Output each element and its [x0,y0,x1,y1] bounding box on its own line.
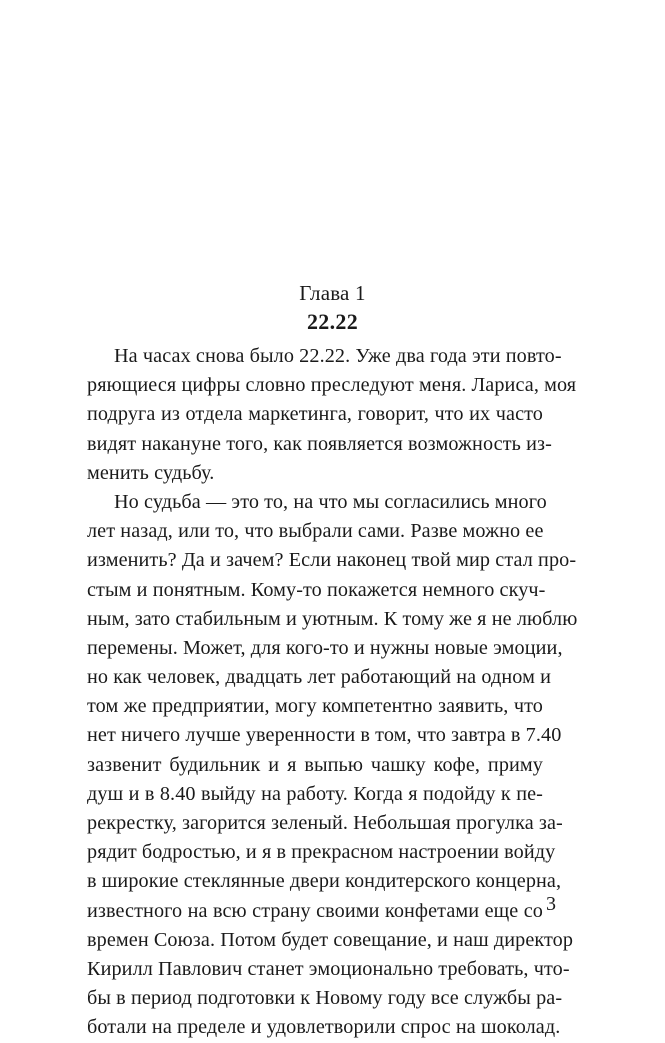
text-line: изменить? Да и зачем? Если наконец твой мир стал про- [87,549,577,572]
text-line: лет назад, или то, что выбрали сами. Разве можно ее [87,520,544,543]
body-text [87,342,578,1043]
text-line: времен Союза. Потом будет совещание, и наш директор [87,928,574,951]
chapter-title: 22.22 [307,309,358,334]
text-line: том же предприятии, могу компетентно заявить, что [87,695,543,718]
paragraph-1 [87,342,577,488]
text-line: рекрестку, загорится зеленый. Небольшая прогулка за- [87,812,563,834]
text-line: зазвенит будильник и я выпью чашку кофе, приму [87,753,543,776]
paragraph-2 [87,488,578,1043]
text-line: известного на всю страну своими конфетами еще со [87,899,543,922]
text-line: ряющиеся цифры словно преследуют меня. Лариса, моя [87,374,577,397]
text-line: ным, зато стабильным и уютным. К тому же я не люблю [87,607,578,630]
chapter-label: Глава 1 [299,281,366,305]
text-line: нет ничего лучше уверенности в том, что завтра в 7.40 [87,724,562,747]
text-line: перемены. Может, для кого-то и нужны новые эмоции, [87,636,563,659]
text-line: бы в период подготовки к Новому году все службы ра- [87,987,563,1010]
text-line: рядит бодростью, и я в прекрасном настроении войду [87,841,556,864]
text-line: ботали на пределе и удовлетворили спрос на шоколад. [87,1016,561,1039]
page-number: 3 [546,893,556,915]
text-line: видят накануне того, как появляется возможность из- [87,432,552,455]
text-line: в широкие стеклянные двери кондитерского концерна, [87,870,562,893]
text-line: но как человек, двадцать лет работающий на одном и [87,666,551,689]
text-line: стым и понятным. Кому-то покажется немного скуч- [87,578,546,601]
text-line: Но судьба — это то, на что мы согласились много [114,490,547,513]
text-line: подруга из отдела маркетинга, говорит, что их часто [87,403,543,426]
text-line: На часах снова было 22.22. Уже два года эти повто- [114,345,562,367]
text-line: Кирилл Павлович станет эмоционально требовать, что- [87,957,570,980]
text-line: менить судьбу. [87,461,215,484]
text-line: душ и в 8.40 выйду на работу. Когда я подойду к пе- [87,782,543,805]
